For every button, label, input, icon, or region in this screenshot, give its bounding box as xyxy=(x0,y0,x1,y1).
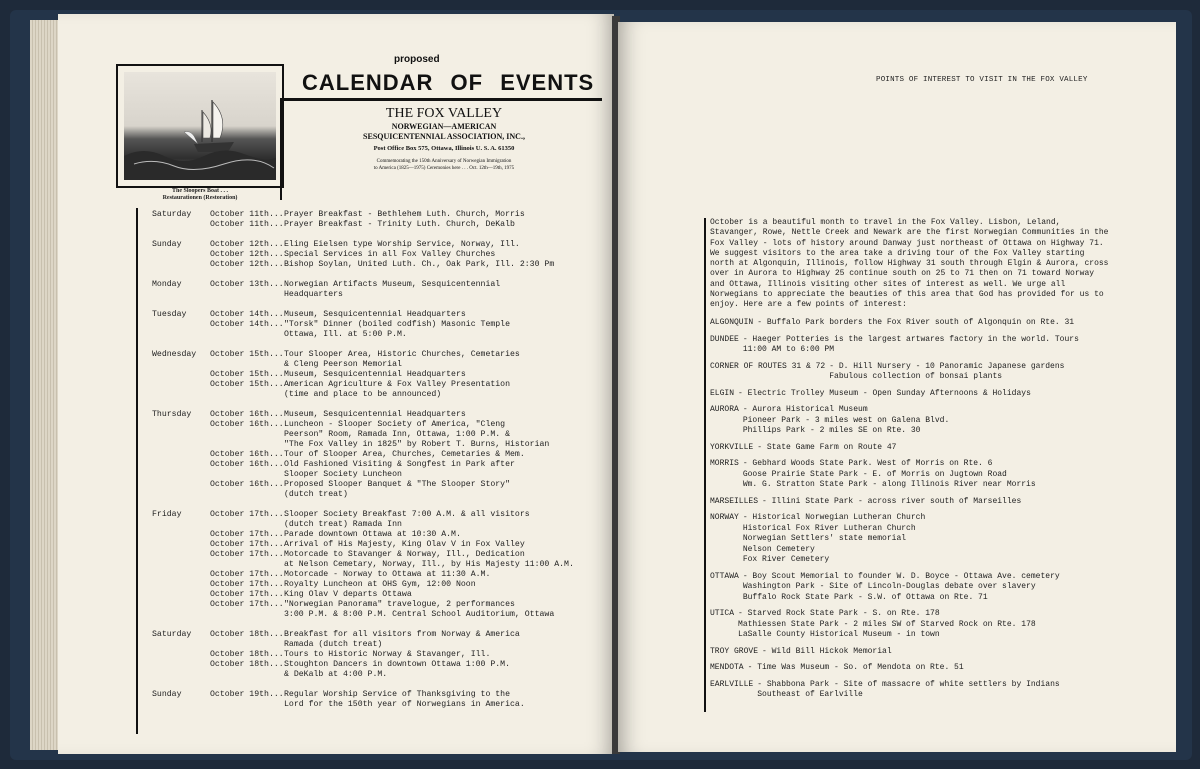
day-block xyxy=(152,350,608,400)
event-description: Tour Slooper Area, Historic Churches, Cemetaries & Cleng Peerson Memorial xyxy=(284,350,520,369)
event-description: Royalty Luncheon at OHS Gym, 12:00 Noon xyxy=(284,580,476,589)
organization-address: Post Office Box 575, Ottawa, Illinois U. S. A. 61350 xyxy=(373,145,515,152)
poi-description: - Buffalo Park borders the Fox River south of Algonquin on Rte. 31 xyxy=(757,318,1075,327)
event-date: October 12th... xyxy=(210,250,284,259)
event-description: Museum, Sesquicentennial Headquarters xyxy=(284,310,466,319)
event-date: October 11th... xyxy=(210,210,284,219)
poi-place: MARSEILLES xyxy=(710,496,759,506)
event-description: Special Services in all Fox Valley Churches xyxy=(284,250,496,259)
day-name: Saturday xyxy=(152,210,192,219)
organization-subtitle-1: NORWEGIAN—AMERICAN xyxy=(391,122,497,131)
left-page xyxy=(58,14,614,754)
event-date: October 13th... xyxy=(210,280,284,289)
poi-item xyxy=(710,362,1120,383)
points-of-interest-list xyxy=(710,318,1120,707)
events-vertical-rule xyxy=(136,208,138,734)
poi-item xyxy=(710,459,1120,491)
poi-description: - Boy Scout Memorial to founder W. D. Boyce - Ottawa Ave. cemetery Washington Park - Site of Lincoln-Douglas debate over slavery Buffalo Rock State Park - S.W. of Ottawa on Rte. 71 xyxy=(742,571,1060,602)
event-row xyxy=(210,530,608,540)
day-block xyxy=(152,310,608,340)
event-description: Breakfast for all visitors from Norway & America Ramada (dutch treat) xyxy=(284,630,520,649)
calendar-title: CALENDAR OF EVENTS xyxy=(302,70,595,95)
event-row xyxy=(210,380,608,400)
poi-item xyxy=(710,443,1120,454)
poi-place: DUNDEE xyxy=(710,334,739,344)
organization-subtitle-2: SESQUICENTENNIAL ASSOCIATION, INC., xyxy=(363,132,525,141)
poi-place: NORWAY xyxy=(710,513,739,522)
event-row xyxy=(210,260,608,270)
page-edges xyxy=(30,20,60,750)
ship-caption-line-1: The Sloopers Boat . . . xyxy=(171,188,228,194)
event-description: Eling Eielsen type Worship Service, Norway, Ill. xyxy=(284,240,520,249)
event-date: October 12th... xyxy=(210,240,284,249)
event-row xyxy=(210,590,608,600)
day-events xyxy=(210,210,608,230)
event-row xyxy=(210,220,608,230)
poi-item xyxy=(710,405,1120,437)
poi-place: YORKVILLE xyxy=(710,442,754,452)
event-row xyxy=(210,540,608,550)
event-date: October 15th... xyxy=(210,370,284,379)
poi-description: - Haeger Potteries is the largest artwares factory in the world. Tours 11:00 AM to 6:00 PM xyxy=(742,334,1079,354)
commemoration-note xyxy=(294,158,594,172)
event-description: Old Fashioned Visiting & Songfest in Park after Slooper Society Luncheon xyxy=(284,460,515,479)
poi-item xyxy=(710,647,1120,658)
poi-item xyxy=(710,513,1120,566)
event-date: October 16th... xyxy=(210,420,284,429)
event-description: Norwegian Artifacts Museum, Sesquicentennial Headquarters xyxy=(284,280,501,299)
day-block xyxy=(152,510,608,620)
event-row xyxy=(210,240,608,250)
header-vertical-divider xyxy=(280,98,282,200)
commemoration-line-2: to America (1825—1975) Ceremonies here . . . Oct. 12th—19th, 1975 xyxy=(373,166,515,171)
day-block xyxy=(152,280,608,300)
event-date: October 18th... xyxy=(210,630,284,639)
poi-description: - Electric Trolley Museum - Open Sunday Afternoons & Holidays xyxy=(738,388,1031,398)
day-name: Friday xyxy=(152,510,182,519)
poi-place: MORRIS xyxy=(710,459,739,468)
poi-place: MENDOTA xyxy=(710,663,744,672)
title-divider xyxy=(284,98,602,101)
event-description: American Agriculture & Fox Valley Presentation (time and place to be announced) xyxy=(284,380,511,399)
event-row xyxy=(210,410,608,420)
event-date: October 15th... xyxy=(210,380,284,389)
commemoration-line-1: Commemorating the 150th Anniversary of Norwegian Immigration xyxy=(376,159,512,164)
poi-description: - State Game Farm on Route 47 xyxy=(757,442,897,452)
event-description: Prayer Breakfast - Trinity Luth. Church, DeKalb xyxy=(284,220,515,229)
event-row xyxy=(210,460,608,480)
poi-item xyxy=(710,680,1120,701)
day-events xyxy=(210,630,608,680)
poi-description: - Shabbona Park - Site of massacre of white settlers by Indians Southeast of Earlville xyxy=(757,679,1060,699)
event-row xyxy=(210,550,608,570)
poi-place: CORNER OF ROUTES 31 & 72 xyxy=(710,361,826,371)
poi-place: TROY GROVE xyxy=(710,646,759,656)
event-description: Arrival of His Majesty, King Olav V in Fox Valley xyxy=(284,540,525,549)
day-events xyxy=(210,240,608,270)
right-page xyxy=(618,22,1176,752)
day-name: Wednesday xyxy=(152,350,197,359)
event-row xyxy=(210,630,608,650)
event-date: October 14th... xyxy=(210,320,284,329)
event-row xyxy=(210,650,608,660)
day-name: Monday xyxy=(152,280,182,289)
day-name: Tuesday xyxy=(152,310,187,319)
organization-name: THE FOX VALLEY xyxy=(385,106,503,121)
ship-caption xyxy=(116,188,284,202)
event-row xyxy=(210,600,608,620)
event-row xyxy=(210,310,608,320)
event-date: October 16th... xyxy=(210,450,284,459)
poi-place: UTICA xyxy=(710,609,735,618)
day-block xyxy=(152,210,608,230)
poi-description: - Historical Norwegian Lutheran Church Historical Fox River Lutheran Church Norwegian Settlers' state memorial Nelson Cemetery Fox River Cemetery xyxy=(742,513,926,564)
poi-item xyxy=(710,318,1120,329)
event-description: King Olav V departs Ottawa xyxy=(284,590,412,599)
event-description: Slooper Society Breakfast 7:00 A.M. & all visitors (dutch treat) Ramada Inn xyxy=(284,510,530,529)
event-description: Parade downtown Ottawa at 10:30 A.M. xyxy=(284,530,461,539)
poi-description: - Gebhard Woods State Park. West of Morris on Rte. 6 Goose Prairie State Park - E. of Morris on Jugtown Road Wm. G. Stratton State Park - along Illinois River near Morris xyxy=(742,459,1036,489)
day-name: Sunday xyxy=(152,690,182,699)
event-date: October 11th... xyxy=(210,220,284,229)
poi-item xyxy=(710,572,1120,604)
day-name: Thursday xyxy=(152,410,192,419)
event-description: Luncheon - Slooper Society of America, "Cleng Peerson" Room, Ramada Inn, Ottawa, 1:00 P.M. & "The Fox Valley in 1825" by Robert T. Burns, Historian xyxy=(284,420,550,449)
day-events xyxy=(210,310,608,340)
event-row xyxy=(210,280,608,300)
event-date: October 17th... xyxy=(210,530,284,539)
day-block xyxy=(152,690,608,710)
event-description: Proposed Slooper Banquet & "The Slooper Story" (dutch treat) xyxy=(284,480,511,499)
event-date: October 17th... xyxy=(210,540,284,549)
event-date: October 17th... xyxy=(210,550,284,559)
poi-description: - Starved Rock State Park - S. on Rte. 178 Mathiessen State Park - 2 miles SW of Starved Rock on Rte. 178 LaSalle County Historical Museum - in town xyxy=(738,609,1036,639)
day-block xyxy=(152,240,608,270)
day-events xyxy=(210,690,608,710)
event-description: "Torsk" Dinner (boiled codfish) Masonic Temple Ottawa, Ill. at 5:00 P.M. xyxy=(284,320,511,339)
event-row xyxy=(210,480,608,500)
event-description: Motorcade - Norway to Ottawa at 11:30 A.M. xyxy=(284,570,491,579)
event-date: October 19th... xyxy=(210,690,284,699)
event-row xyxy=(210,580,608,590)
event-description: "Norwegian Panorama" travelogue, 2 performances 3:00 P.M. & 8:00 P.M. Central School Auditorium, Ottawa xyxy=(284,600,555,619)
poi-description: - Wild Bill Hickok Memorial xyxy=(762,646,892,656)
poi-item xyxy=(710,389,1120,400)
poi-description: - Illini State Park - across river south of Marseilles xyxy=(762,496,1022,506)
event-date: October 17th... xyxy=(210,570,284,579)
ship-illustration-frame xyxy=(116,64,284,188)
event-row xyxy=(210,510,608,530)
event-date: October 17th... xyxy=(210,590,284,599)
event-row xyxy=(210,320,608,340)
poi-place: ALGONQUIN xyxy=(710,318,754,327)
event-row xyxy=(210,570,608,580)
event-date: October 16th... xyxy=(210,460,284,469)
event-row xyxy=(210,250,608,260)
intro-paragraph: October is a beautiful month to travel in the Fox Valley. Lisbon, Leland, Stavanger, Rowe, Nettle Creek and Newark are the first Norwegian Communities in the Fox Valley - lots of history around Danway just northeast of Ottawa on Highway 71. We suggest visitors to the area take a driving tour of the Fox Valley starting north at Algonquin, Illinois, follow Highway 31 south through Elgin & Aurora, cross over in Aurora to Highway 25 continue south on 25 to 71 then on 71 toward Norway and Ottawa, Illinois visiting other sites of interest as well. We urge all Norwegians to appreciate the beauties of this area that God has provided for us to enjoy. Here are a few points of interest: xyxy=(710,218,1109,310)
event-description: Tour of Slooper Area, Churches, Cemetaries & Mem. xyxy=(284,450,525,459)
poi-place: EARLVILLE xyxy=(710,679,754,689)
event-date: October 15th... xyxy=(210,350,284,359)
day-block xyxy=(152,410,608,500)
poi-vertical-rule xyxy=(704,218,706,712)
poi-item xyxy=(710,497,1120,508)
event-row xyxy=(210,450,608,460)
event-description: Stoughton Dancers in downtown Ottawa 1:00 P.M. & DeKalb at 4:00 P.M. xyxy=(284,660,511,679)
poi-place: ELGIN xyxy=(710,388,735,398)
event-date: October 16th... xyxy=(210,410,284,419)
event-date: October 17th... xyxy=(210,580,284,589)
event-date: October 16th... xyxy=(210,480,284,489)
event-date: October 14th... xyxy=(210,310,284,319)
event-row xyxy=(210,350,608,370)
poi-description: - Aurora Historical Museum Pioneer Park - 3 miles west on Galena Blvd. Phillips Park - 2 miles SE on Rte. 30 xyxy=(742,405,950,435)
event-row xyxy=(210,690,608,710)
ship-icon xyxy=(124,72,276,180)
poi-description: - Time Was Museum - So. of Mendota on Rte. 51 xyxy=(747,663,964,672)
poi-description: - D. Hill Nursery - 10 Panoramic Japanese gardens Fabulous collection of bonsai plants xyxy=(829,361,1065,381)
event-date: October 18th... xyxy=(210,660,284,669)
event-date: October 17th... xyxy=(210,510,284,519)
ship-caption-line-2: Restaurationen (Restoration) xyxy=(162,195,238,201)
event-row xyxy=(210,420,608,450)
event-row xyxy=(210,660,608,680)
poi-place: AURORA xyxy=(710,405,739,414)
event-description: Regular Worship Service of Thanksgiving to the Lord for the 150th year of Norwegians in America. xyxy=(284,690,525,709)
events-list xyxy=(152,210,608,720)
day-name: Sunday xyxy=(152,240,182,249)
day-events xyxy=(210,510,608,620)
event-description: Museum, Sesquicentennial Headquarters xyxy=(284,410,466,419)
day-events xyxy=(210,410,608,500)
event-row xyxy=(210,210,608,220)
day-events xyxy=(210,280,608,300)
event-date: October 12th... xyxy=(210,260,284,269)
day-name: Saturday xyxy=(152,630,192,639)
event-description: Prayer Breakfast - Bethlehem Luth. Church, Morris xyxy=(284,210,525,219)
event-date: October 17th... xyxy=(210,600,284,609)
event-date: October 18th... xyxy=(210,650,284,659)
poi-item xyxy=(710,609,1120,641)
event-description: Tours to Historic Norway & Stavanger, Ill. xyxy=(284,650,491,659)
event-description: Motorcade to Stavanger & Norway, Ill., Dedication at Nelson Cemetary, Norway, Ill., by His Majesty 11:00 A.M. xyxy=(284,550,574,569)
event-description: Museum, Sesquicentennial Headquarters xyxy=(284,370,466,379)
poi-item xyxy=(710,663,1120,674)
proposed-label: proposed xyxy=(394,54,440,65)
poi-place: OTTAWA xyxy=(710,571,739,581)
day-events xyxy=(210,350,608,400)
sailing-ship-illustration xyxy=(124,72,276,180)
points-of-interest-header: POINTS OF INTEREST TO VISIT IN THE FOX VALLEY xyxy=(876,76,1088,84)
poi-item xyxy=(710,335,1120,356)
event-row xyxy=(210,370,608,380)
event-description: Bishop Soylan, United Luth. Ch., Oak Park, Ill. 2:30 Pm xyxy=(284,260,555,269)
day-block xyxy=(152,630,608,680)
